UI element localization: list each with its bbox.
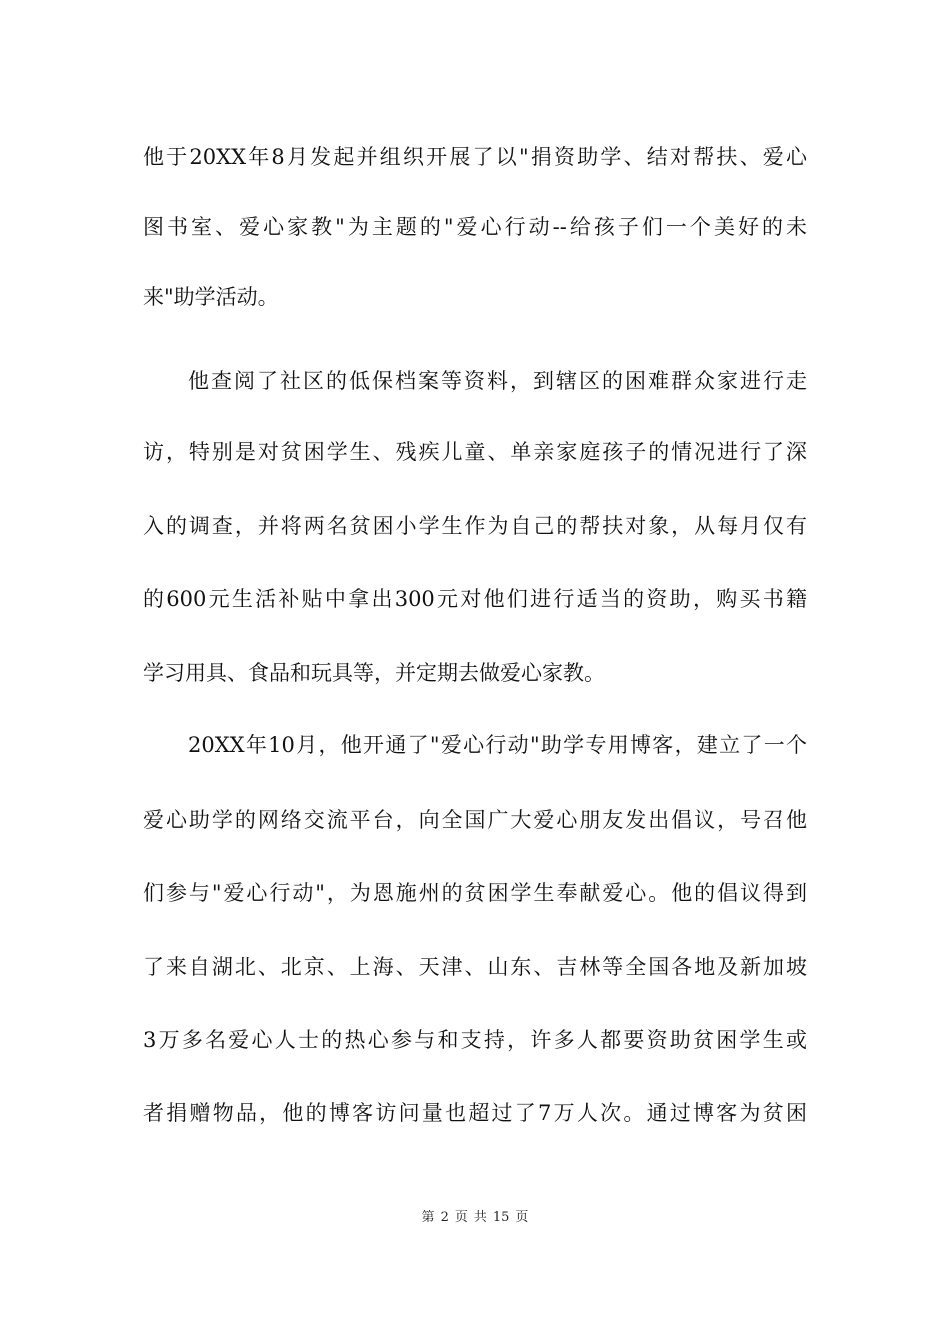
paragraph-3-line-1: 20XX年10月，他开通了"爱心行动"助学专用博客，建立了一个 — [188, 733, 807, 757]
paragraph-3-line-5: 3万多名爱心人士的热心参与和支持，许多人都要资助贫困学生或 — [143, 1028, 807, 1052]
page-footer — [0, 1206, 950, 1230]
paragraph-2-line-5: 学习用具、食品和玩具等，并定期去做爱心家教。 — [143, 661, 605, 685]
paragraph-1-line-1: 他于20XX年8月发起并组织开展了以"捐资助学、结对帮扶、爱心 — [143, 145, 807, 169]
footer-page-unit: 页 — [454, 1210, 468, 1225]
footer-page-number: 2 — [440, 1210, 449, 1225]
paragraph-1-line-3: 来"助学活动。 — [143, 285, 279, 309]
paragraph-2-line-1: 他查阅了社区的低保档案等资料，到辖区的困难群众家进行走 — [188, 369, 807, 393]
footer-total-label: 共 — [473, 1210, 487, 1225]
paragraph-3-line-4: 了来自湖北、北京、上海、天津、山东、吉林等全国各地及新加坡 — [143, 955, 807, 979]
footer-total-pages: 15 — [492, 1210, 510, 1225]
paragraph-2-line-4: 的600元生活补贴中拿出300元对他们进行适当的资助，购买书籍 — [143, 587, 807, 611]
footer-total-unit: 页 — [515, 1210, 529, 1225]
paragraph-2-line-3: 入的调查，并将两名贫困小学生作为自己的帮扶对象，从每月仅有 — [143, 514, 807, 538]
paragraph-3-line-2: 爱心助学的网络交流平台，向全国广大爱心朋友发出倡议，号召他 — [143, 808, 807, 832]
footer-page-label: 第 — [421, 1210, 435, 1225]
paragraph-2-line-2: 访，特别是对贫困学生、残疾儿童、单亲家庭孩子的情况进行了深 — [143, 440, 807, 464]
paragraph-3-line-6: 者捐赠物品，他的博客访问量也超过了7万人次。通过博客为贫困 — [143, 1101, 807, 1125]
paragraph-3-line-3: 们参与"爱心行动"，为恩施州的贫困学生奉献爱心。他的倡议得到 — [143, 881, 807, 905]
paragraph-1-line-2: 图书室、爱心家教"为主题的"爱心行动--给孩子们一个美好的未 — [143, 215, 807, 239]
